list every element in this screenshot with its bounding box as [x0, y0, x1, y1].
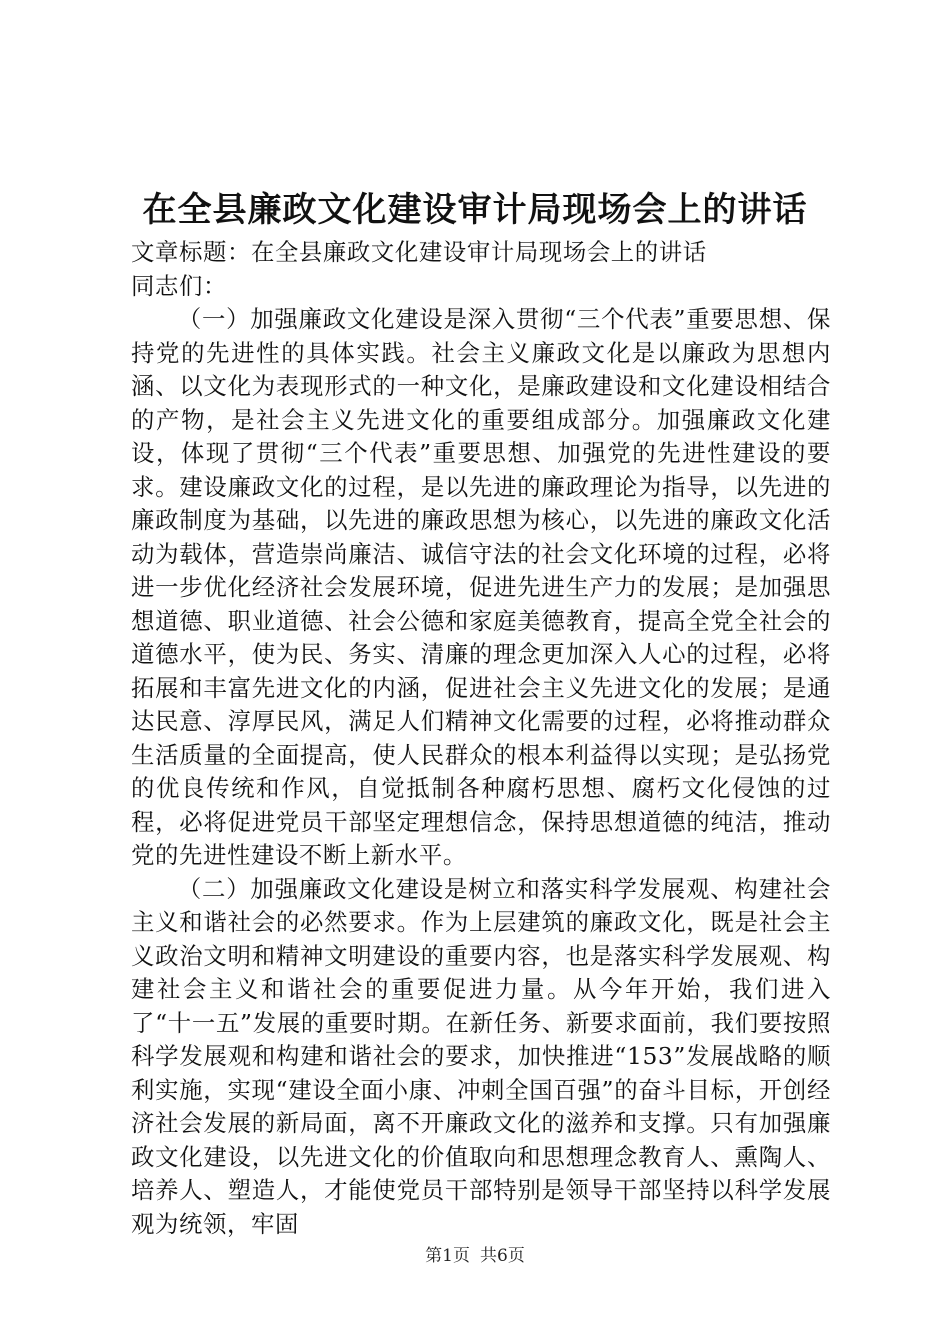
document-body: [131, 236, 831, 1241]
page-footer: [0, 1244, 950, 1268]
paragraph-2: （二）加强廉政文化建设是树立和落实科学发展观、构建社会主义和谐社会的必然要求。作为上层建筑的廉政文化，既是社会主义政治文明和精神文明建设的重要内容，也是落实科学发展观、构建社会主义和谐社会的重要促进力量。从今年开始，我们进入了“十一五”发展的重要时期。在新任务、新要求面前，我们要按照科学发展观和构建和谐社会的要求，加快推进“153”发展战略的顺利实施，实现“建设全面小康、冲刺全国百强”的奋斗目标，开创经济社会发展的新局面，离不开廉政文化的滋养和支撑。只有加强廉政文化建设，以先进文化的价值取向和思想理念教育人、熏陶人、培养人、塑造人，才能使党员干部特别是领导干部坚持以科学发展观为统领，牢固: [131, 874, 831, 1238]
document-title: 在全县廉政文化建设审计局现场会上的讲话: [142, 190, 808, 230]
paragraph-1: （一）加强廉政文化建设是深入贯彻“三个代表”重要思想、保持党的先进性的具体实践。社会主义廉政文化是以廉政为思想内涵、以文化为表现形式的一种文化，是廉政建设和文化建设相结合的产物，是社会主义先进文化的重要组成部分。加强廉政文化建设，体现了贯彻“三个代表”重要思想、加强党的先进性建设的要求。建设廉政文化的过程，是以先进的廉政理论为指导，以先进的廉政制度为基础，以先进的廉政思想为核心，以先进的廉政文化活动为载体，营造崇尚廉洁、诚信守法的社会文化环境的过程，必将进一步优化经济社会发展环境，促进先进生产力的发展；是加强思想道德、职业道德、社会公德和家庭美德教育，提高全党全社会的道德水平，使为民、务实、清廉的理念更加深入人心的过程，必将拓展和丰富先进文化的内涵，促进社会主义先进文化的发展；是通达民意、淳厚民风，满足人们精神文化需要的过程，必将推动群众生活质量的全面提高，使人民群众的根本利益得以实现；是弘扬党的优良传统和作风，自觉抵制各种腐朽思想、腐朽文化侵蚀的过程，必将促进党员干部坚定理想信念，保持思想道德的纯洁，推动党的先进性建设不断上新水平。: [131, 305, 831, 869]
page-total: 共6页: [480, 1246, 525, 1266]
article-title-line: 文章标题：在全县廉政文化建设审计局现场会上的讲话: [131, 238, 707, 266]
page-number: 第1页: [425, 1246, 470, 1266]
salutation: 同志们：: [131, 271, 227, 300]
